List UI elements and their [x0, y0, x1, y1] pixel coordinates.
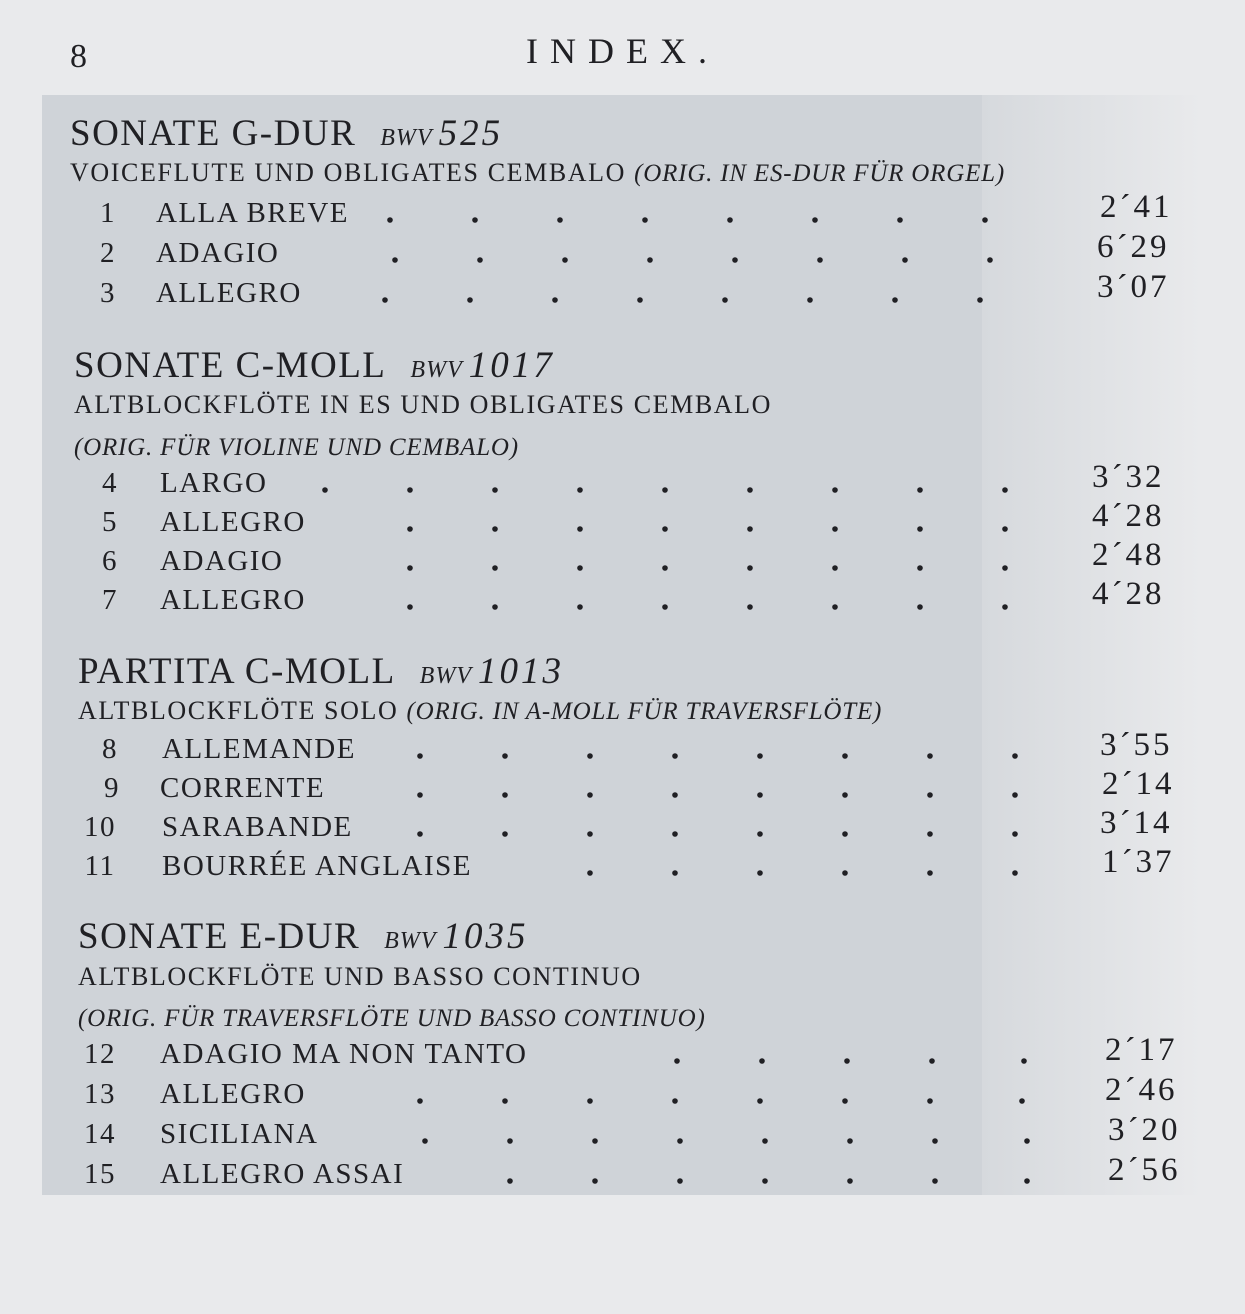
- track-title: ALLEGRO ASSAI: [160, 1158, 405, 1190]
- track-number: 8: [102, 733, 118, 765]
- track-duration: 3´20: [1108, 1112, 1181, 1148]
- track-row: [0, 229, 1245, 277]
- track-title: ADAGIO: [160, 545, 284, 577]
- dot-leader: [380, 295, 1000, 305]
- track-number: 12: [84, 1038, 116, 1070]
- dot-leader: [390, 255, 1010, 265]
- track-row: [0, 269, 1245, 317]
- instrumentation: ALTBLOCKFLÖTE SOLO: [78, 696, 399, 725]
- section-title: PARTITA C-MOLL: [78, 651, 396, 692]
- instrumentation-line: [78, 962, 642, 992]
- section-heading: [74, 344, 555, 387]
- dot-leader: [672, 1056, 1042, 1066]
- page-title: INDEX.: [526, 31, 719, 71]
- track-title: ALLEGRO: [160, 1078, 306, 1110]
- original-note-line: [78, 1003, 706, 1033]
- track-row: [0, 459, 1245, 507]
- track-number: 4: [102, 467, 118, 499]
- track-number: 2: [100, 237, 116, 269]
- section-title: SONATE G-DUR: [70, 113, 357, 154]
- track-number: 10: [84, 811, 116, 843]
- track-row: [0, 576, 1245, 624]
- original-note: (ORIG. IN A-MOLL FÜR TRAVERSFLÖTE): [406, 698, 883, 725]
- page-number: 8: [70, 38, 88, 75]
- track-duration: 6´29: [1097, 229, 1170, 265]
- dot-leader: [405, 563, 1025, 573]
- track-title: ALLEGRO: [160, 506, 306, 538]
- dot-leader: [415, 790, 1035, 800]
- track-row: [0, 727, 1245, 773]
- instrumentation: ALTBLOCKFLÖTE IN ES UND OBLIGATES CEMBALO: [74, 390, 773, 419]
- track-number: 9: [104, 772, 120, 804]
- track-number: 6: [102, 545, 118, 577]
- section-title: SONATE C-MOLL: [74, 345, 387, 386]
- dot-leader: [385, 215, 1005, 225]
- dot-leader: [405, 524, 1025, 534]
- track-row: [0, 537, 1245, 585]
- track-duration: 1´37: [1102, 844, 1175, 880]
- original-note: (ORIG. IN ES-DUR FÜR ORGEL): [634, 160, 1005, 187]
- bwv-number: 525: [438, 113, 504, 154]
- track-title: ALLEGRO: [156, 277, 302, 309]
- original-note: (ORIG. FÜR VIOLINE UND CEMBALO): [74, 434, 519, 461]
- track-title: ADAGIO MA NON TANTO: [160, 1038, 528, 1070]
- track-duration: 2´14: [1102, 766, 1175, 802]
- section-heading: [70, 112, 503, 155]
- track-duration: 3´55: [1100, 727, 1173, 763]
- track-row: [0, 844, 1245, 890]
- track-title: ALLEGRO: [160, 584, 306, 616]
- dot-leader: [405, 602, 1025, 612]
- track-title: SARABANDE: [162, 811, 353, 843]
- track-duration: 3´32: [1092, 459, 1165, 495]
- dot-leader: [505, 1176, 1045, 1186]
- section-heading: [78, 915, 528, 958]
- dot-leader: [415, 751, 1035, 761]
- bwv-label: BWV: [380, 125, 433, 151]
- track-duration: 2´46: [1105, 1072, 1178, 1108]
- bwv-number: 1017: [468, 345, 555, 386]
- track-row: [0, 1152, 1245, 1198]
- instrumentation-line: [78, 696, 882, 726]
- track-duration: 4´28: [1092, 576, 1165, 612]
- track-row: [0, 805, 1245, 851]
- track-number: 1: [100, 197, 116, 229]
- dot-leader: [585, 868, 1035, 878]
- dot-leader: [420, 1136, 1040, 1146]
- track-duration: 2´56: [1108, 1152, 1181, 1188]
- track-row: [0, 498, 1245, 546]
- bwv-label: BWV: [410, 357, 463, 383]
- dot-leader: [320, 485, 1020, 495]
- dot-leader: [415, 829, 1035, 839]
- track-number: 14: [84, 1118, 116, 1150]
- track-row: [0, 1032, 1245, 1078]
- track-number: 5: [102, 506, 118, 538]
- track-duration: 3´14: [1100, 805, 1173, 841]
- track-number: 3: [100, 277, 116, 309]
- track-number: 13: [84, 1078, 116, 1110]
- dot-leader: [415, 1096, 1035, 1106]
- track-title: SICILIANA: [160, 1118, 319, 1150]
- bwv-label: BWV: [384, 928, 437, 954]
- section-title: SONATE E-DUR: [78, 916, 361, 957]
- bwv-number: 1035: [442, 916, 529, 957]
- instrumentation: VOICEFLUTE UND OBLIGATES CEMBALO: [70, 158, 627, 187]
- instrumentation-line: [70, 158, 1005, 188]
- track-number: 15: [84, 1158, 116, 1190]
- track-row: [0, 1072, 1245, 1118]
- track-title: BOURRÉE ANGLAISE: [162, 850, 472, 882]
- original-note-line: [74, 432, 519, 462]
- bwv-number: 1013: [477, 651, 564, 692]
- track-title: ADAGIO: [156, 237, 280, 269]
- original-note: (ORIG. FÜR TRAVERSFLÖTE UND BASSO CONTINUO): [78, 1005, 706, 1032]
- track-row: [0, 189, 1245, 237]
- track-title: LARGO: [160, 467, 268, 499]
- section-heading: [78, 650, 564, 693]
- track-title: ALLA BREVE: [156, 197, 350, 229]
- track-row: [0, 766, 1245, 812]
- track-duration: 3´07: [1097, 269, 1170, 305]
- bwv-label: BWV: [419, 663, 472, 689]
- track-duration: 2´48: [1092, 537, 1165, 573]
- track-duration: 2´41: [1100, 189, 1173, 225]
- instrumentation-line: [74, 390, 772, 420]
- track-duration: 4´28: [1092, 498, 1165, 534]
- track-title: ALLEMANDE: [162, 733, 356, 765]
- track-number: 11: [84, 850, 116, 882]
- track-number: 7: [102, 584, 118, 616]
- track-title: CORRENTE: [160, 772, 326, 804]
- track-row: [0, 1112, 1245, 1158]
- instrumentation: ALTBLOCKFLÖTE UND BASSO CONTINUO: [78, 962, 642, 991]
- track-duration: 2´17: [1105, 1032, 1178, 1068]
